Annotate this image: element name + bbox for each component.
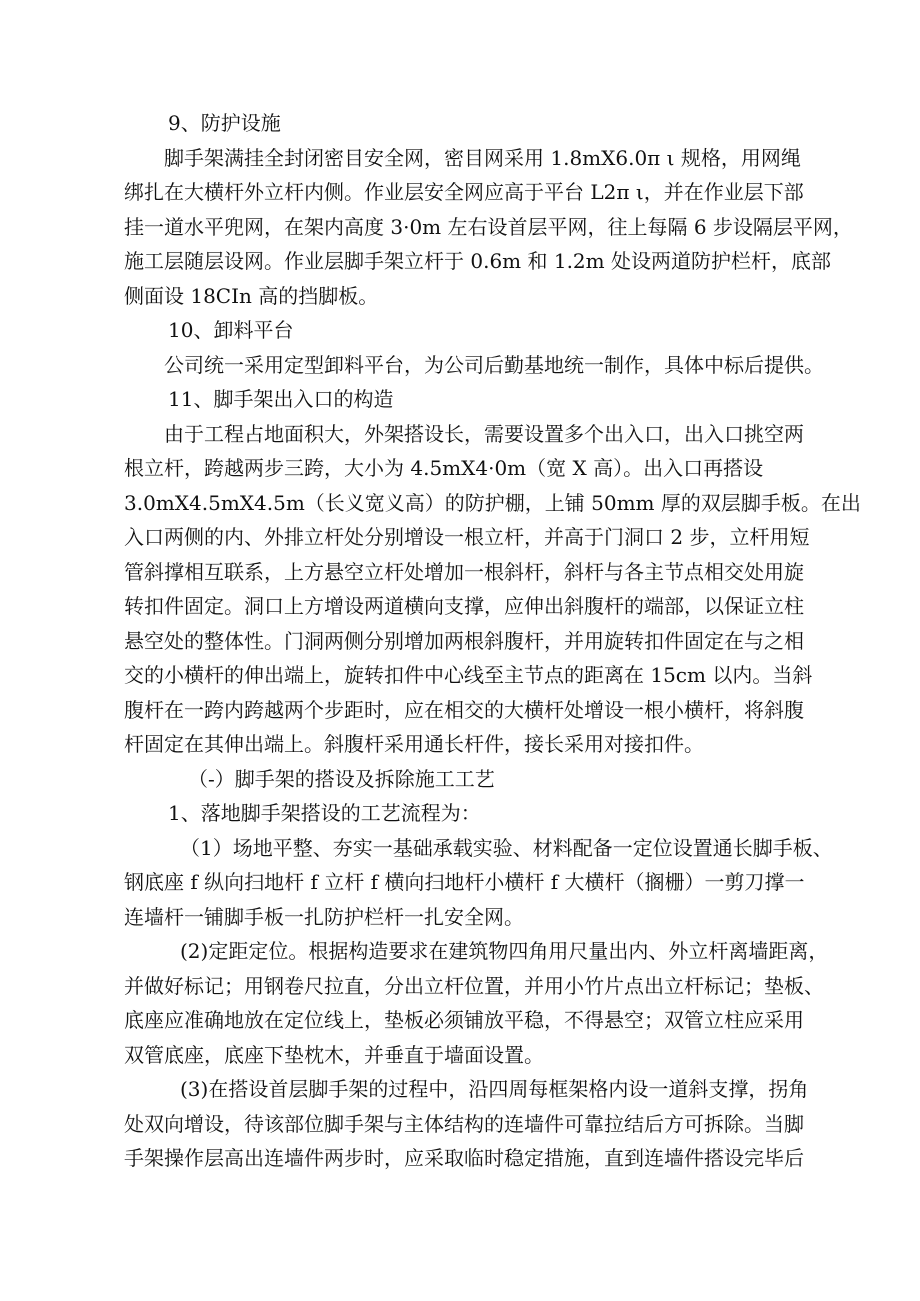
paragraph-line: 腹杆在一跨内跨越两个步距时，应在相交的大横杆处增设一根小横杆，将斜腹 [124, 697, 804, 722]
paragraph-line: 3.0mX4.5mX4.5m（长义宽义高）的防护棚，上铺 50mm 厚的双层脚手板。在出 [124, 490, 861, 515]
body-paragraph [124, 417, 861, 762]
paragraph-line: 绑扎在大横杆外立杆内侧。作业层安全网应高于平台 L2π ι，并在作业层下部 [124, 180, 804, 204]
paragraph-line: 手架操作层高出连墙件两步时，应采取临时稳定措施，直到连墙件搭设完毕后 [124, 1146, 804, 1170]
paragraph-line: (3)在搭设首层脚手架的过程中，沿四周每框架格内设一道斜支撑，拐角 [180, 1077, 809, 1101]
paragraph-line: 转扣件固定。洞口上方增设两道横向支撑，应伸出斜腹杆的端部，以保证立柱 [124, 594, 804, 618]
subsection-heading: 11、脚手架出入口的构造 [168, 387, 394, 411]
paragraph-line: 脚手架满挂全封闭密目安全网，密目网采用 1.8mX6.0π ι 规格，用网绳 [164, 145, 801, 170]
subsection-heading: 9、防护设施 [168, 111, 281, 135]
paragraph-line: 底座应准确地放在定位线上，垫板必须铺放平稳，不得悬空；双管立柱应采用 [124, 1008, 804, 1032]
paragraph-line: 公司统一采用定型卸料平台，为公司后勤基地统一制作，具体中标后提供。 [164, 352, 824, 377]
paragraph-line: 根立杆，跨越两步三跨，大小为 4.5mX4·0m（宽 X 高）。出入口再搭设 [124, 456, 764, 480]
body-paragraph [124, 141, 853, 314]
paragraph-line: 施工层随层设网。作业层脚手架立杆于 0.6m 和 1.2m 处设两道防护栏杆，底部 [124, 249, 831, 273]
paragraph-line: 交的小横杆的伸出端上，旋转扣件中心线至主节点的距离在 15cm 以内。当斜 [124, 663, 813, 687]
paragraph-line: 挂一道水平兜网，在架内高度 3·0m 左右设首层平网，往上每隔 6 步设隔层平网， [124, 214, 853, 239]
section-heading: （-）脚手架的搭设及拆除施工工艺 [188, 766, 495, 791]
paragraph-line: 悬空处的整体性。门洞两侧分别增加两根斜腹杆，并用旋转扣件固定在与之相 [124, 628, 804, 653]
paragraph-line: 并做好标记；用钢卷尺拉直，分出立杆位置，并用小竹片点出立杆标记；垫板、 [124, 973, 824, 998]
paragraph-line: 杆固定在其伸出端上。斜腹杆采用通长杆件，接长采用对接扣件。 [124, 732, 704, 756]
paragraph-line: 连墙杆一铺脚手板一扎防护栏杆一扎安全网。 [124, 904, 524, 929]
paragraph-line: 由于工程占地面积大，外架搭设长，需要设置多个出入口，出入口挑空两 [164, 421, 804, 446]
body-paragraph [124, 831, 833, 935]
paragraph-line: 钢底座 f 纵向扫地杆 f 立杆 f 横向扫地杆小横杆 f 大横杆（搁栅）一剪刀撑一 [124, 870, 805, 894]
paragraph-line: （1）场地平整、夯实一基础承载实验、材料配备一定位设置通长脚手板、 [180, 835, 833, 860]
paragraph-line: 管斜撑相互联系，上方悬空立杆处增加一根斜杆，斜杆与各主节点相交处用旋 [124, 559, 804, 584]
document-body [124, 106, 861, 1176]
subsection-heading: 1、落地脚手架搭设的工艺流程为： [168, 801, 481, 825]
paragraph-line: 处双向增设，待该部位脚手架与主体结构的连墙件可靠拉结后方可拆除。当脚 [124, 1111, 804, 1136]
body-paragraph [124, 1072, 824, 1176]
body-paragraph [124, 348, 824, 383]
paragraph-line: 侧面设 18CIn 高的挡脚板。 [124, 283, 379, 308]
subsection-heading: 10、卸料平台 [168, 318, 294, 342]
paragraph-line: 双管底座，底座下垫枕木，并垂直于墙面设置。 [124, 1042, 544, 1067]
paragraph-line: (2)定距定位。根据构造要求在建筑物四角用尺量出内、外立杆离墙距离， [180, 939, 829, 963]
paragraph-line: 入口两侧的内、外排立杆处分别增设一根立杆，并高于门洞口 2 步，立杆用短 [124, 525, 810, 549]
body-paragraph [124, 934, 829, 1072]
